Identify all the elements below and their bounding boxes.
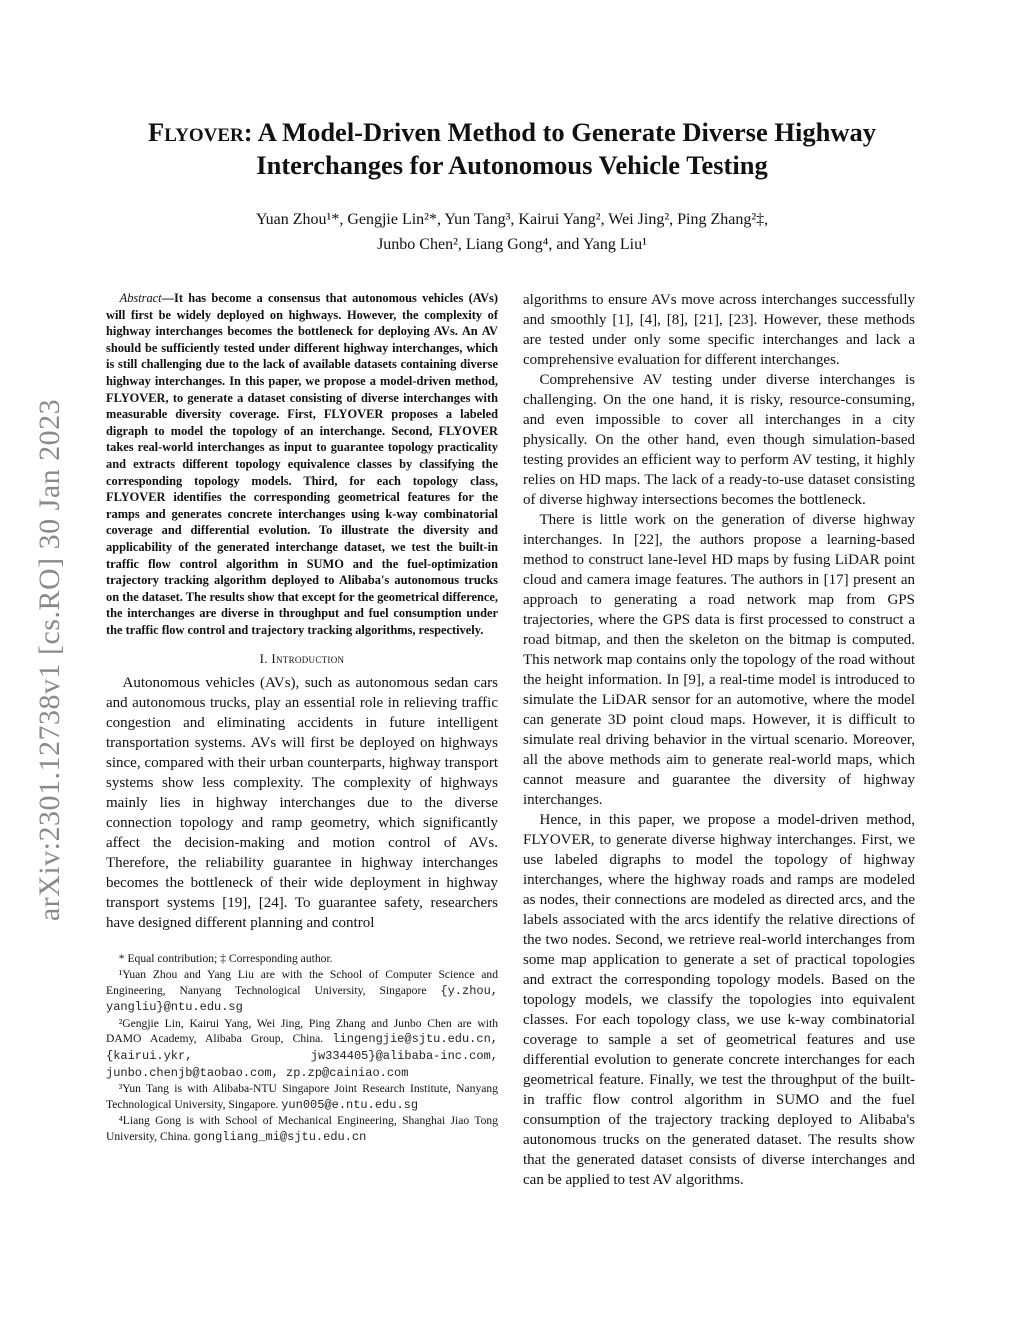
footnote-2 bbox=[106, 1016, 498, 1081]
footnote-3-text: ³Yun Tang is with Alibaba-NTU Singapore Joint Research Institute, Nanyang Technological University, Singapore. bbox=[106, 1082, 498, 1111]
footnote-1-text: ¹Yuan Zhou and Yang Liu are with the School of Computer Science and Engineering, Nanyang Technological University, Singapore bbox=[106, 968, 498, 997]
arxiv-sidebar-stamp bbox=[30, 360, 70, 960]
right-paragraph-3: There is little work on the generation of diverse highway interchanges. In [22], the authors propose a learning-based method to construct lane-level HD maps by fusing LiDAR point cloud and camera image features. The authors in [17] present an approach to generating a road network map from GPS trajectories, where the GPS data is first processed to construct a road bitmap, and then the skeleton on the bitmap is computed. This network map contains only the topology of the road without the height information. In [9], a real-time model is introduced to simulate the LiDAR sensor for an automotive, where the model can generate 3D point cloud maps. However, it is difficult to simulate real driving behavior in the virtual scenario. Moreover, all the above methods aim to generate real-world maps, which cannot measure and guarantee the diversity of highway interchanges. bbox=[523, 512, 915, 808]
abstract-text: It has become a consensus that autonomous vehicles (AVs) will first be widely deployed on highways. However, the complexity of highway interchanges becomes the bottleneck for deploying AVs. An AV should be sufficiently tested under different highway interchanges, which is still challenging due to the lack of available datasets containing diverse highway interchanges. In this paper, we propose a model-driven method, FLYOVER, to generate a dataset consisting of diverse interchanges with measurable diversity coverage. First, FLYOVER proposes a labeled digraph to model the topology of an interchange. Second, FLYOVER takes real-world interchanges as input to guarantee topology practicality and extracts different topology equivalence classes by classifying the corresponding topology models. Third, for each topology class, FLYOVER identifies the corresponding geometrical features for the ramps and generates concrete interchanges using k-way combinatorial coverage and differential evolution. To illustrate the diversity and applicability of the generated interchange dataset, we test the built-in traffic flow control algorithm in SUMO and the fuel-optimization trajectory tracking algorithm deployed to Alibaba's autonomous trucks on the dataset. The results show that except for the geometrical difference, the interchanges are diverse in throughput and fuel consumption under the traffic flow control and trajectory tracking algorithms, respectively. bbox=[106, 291, 498, 637]
right-paragraph-2: Comprehensive AV testing under diverse interchanges is challenging. On the one hand, it is risky, resource-consuming, and even impossible to cover all interchanges in a city physically. On the other hand, even though simulation-based testing provides an efficient way to perform AV testing, it highly relies on HD maps. The lack of a ready-to-use dataset consisting of diverse highway intersections becomes the bottleneck. bbox=[523, 372, 915, 508]
footnote-1 bbox=[106, 967, 498, 1016]
footnote-3 bbox=[106, 1081, 498, 1113]
arxiv-id: arXiv:2301.12738v1 [cs.RO] 30 Jan 2023 bbox=[33, 398, 66, 922]
footnote-2-email: lingengjie@sjtu.edu.cn, {kairui.ykr, jw334405}@alibaba-inc.com, junbo.chenjb@taobao.com, zp.zp@cainiao.com bbox=[106, 1032, 498, 1080]
title-line-2: Interchanges for Autonomous Vehicle Testing bbox=[256, 150, 768, 180]
right-paragraph-1: algorithms to ensure AVs move across interchanges successfully and smoothly [1], [4], [8], [21], [23]. However, these methods are tested under only some specific interchanges and lack a comprehensive evaluation for different interchanges. bbox=[523, 292, 915, 368]
footnote-3-email: yun005@e.ntu.edu.sg bbox=[281, 1097, 419, 1112]
abstract-dash: — bbox=[161, 291, 175, 305]
author-list bbox=[90, 207, 934, 257]
footnote-4-email: gongliang_mi@sjtu.edu.cn bbox=[193, 1130, 367, 1144]
footnote-4 bbox=[106, 1113, 498, 1145]
author-line-2: Junbo Chen², Liang Gong⁴, and Yang Liu¹ bbox=[377, 236, 647, 253]
left-column bbox=[106, 290, 498, 1146]
author-line-1: Yuan Zhou¹*, Gengjie Lin²*, Yun Tang³, Kairui Yang², Wei Jing², Ping Zhang²‡, bbox=[255, 211, 769, 228]
footnote-4-text: ⁴Liang Gong is with School of Mechanical Engineering, Shanghai Jiao Tong University, China. bbox=[106, 1114, 498, 1143]
abstract-label: Abstract bbox=[119, 291, 162, 305]
footnote-1-email: {y.zhou, yangliu}@ntu.edu.sg bbox=[106, 983, 498, 1015]
intro-paragraph-1: Autonomous vehicles (AVs), such as autonomous sedan cars and autonomous trucks, play an essential role in relieving traffic congestion and eliminating accidents in future intelligent transportation systems. AVs will first be deployed on highways since, compared with their urban counterparts, highway transport systems show less complexity. The complexity of highways mainly lies in highway interchanges due to the diverse connection topology and ramp geometry, which significantly affect the decision-making and motion control of AVs. Therefore, the reliability guarantee in highway interchanges becomes the bottleneck of their wide deployment in highway transport systems [19], [24]. To guarantee safety, researchers have designed different planning and control bbox=[106, 675, 498, 932]
footnote-equal-contribution: * Equal contribution; ‡ Corresponding author. bbox=[118, 952, 333, 966]
paper-title bbox=[90, 116, 934, 182]
title-method-name: Flyover bbox=[148, 117, 244, 147]
title-line-1: : A Model-Driven Method to Generate Diverse Highway bbox=[243, 117, 876, 147]
section-heading-introduction: I. Introduction bbox=[259, 651, 345, 667]
footnotes bbox=[106, 951, 498, 1145]
abstract bbox=[106, 290, 498, 638]
right-paragraph-4: Hence, in this paper, we propose a model-driven method, FLYOVER, to generate diverse highway interchanges. First, we use labeled digraphs to model the topology of highway interchanges, where the highway roads and ramps are modeled as nodes, their connections are modeled as directed arcs, and the labels associated with the arcs identify the relative directions of the two nodes. Second, we retrieve real-world interchanges from some map application to generate a set of practical topologies and extract the corresponding topology models. Based on the topology models, we classify the topologies into equivalent classes. For each topology class, we use k-way combinatorial coverage to sample a set of geometrical features and use differential evolution to generate concrete interchanges for each geometrical feature. Finally, we test the throughput of the built-in traffic flow control algorithm in SUMO and the fuel consumption of the trajectory tracking deployed to Alibaba's autonomous trucks on the generated dataset. The results show that the generated dataset consists of diverse interchanges and can be applied to test AV algorithms. bbox=[523, 812, 915, 1188]
footnote-2-text: ²Gengjie Lin, Kairui Yang, Wei Jing, Ping Zhang and Junbo Chen are with DAMO Academy, Alibaba Group, China. bbox=[106, 1016, 498, 1046]
right-column bbox=[523, 290, 915, 1190]
